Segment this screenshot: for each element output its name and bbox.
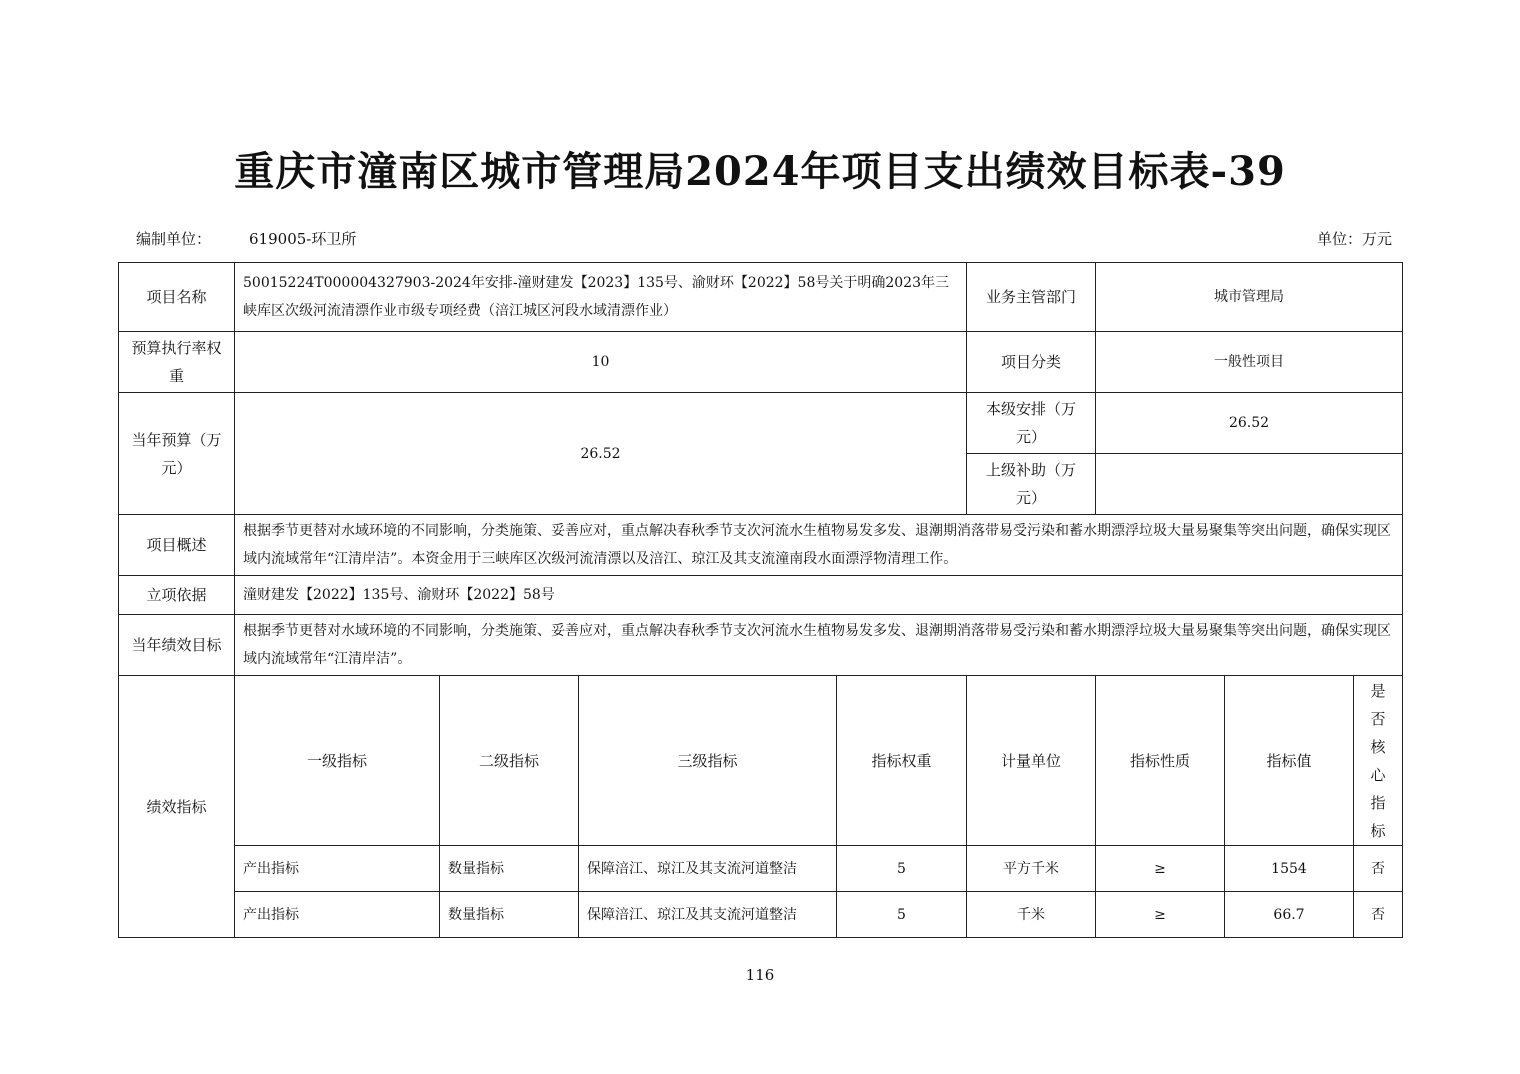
row-unit: 千米 bbox=[967, 892, 1096, 938]
category-label: 项目分类 bbox=[967, 332, 1096, 393]
table-row bbox=[119, 846, 1403, 892]
basis-value: 潼财建发【2022】135号、渝财环【2022】58号 bbox=[235, 576, 1403, 615]
header-level3: 三级指标 bbox=[579, 676, 837, 846]
category-value: 一般性项目 bbox=[1096, 332, 1403, 393]
overview-value: 根据季节更替对水域环境的不同影响，分类施策、妥善应对，重点解决春秋季节支次河流水生植物易发多发、退潮期消落带易受污染和蓄水期漂浮垃圾大量易聚集等突出问题，确保实现区域内流域常年“江清岸洁”。本资金用于三峡库区次级河流清漂以及涪江、琼江及其支流潼南段水面漂浮物清理工作。 bbox=[235, 515, 1403, 576]
header-weight: 指标权重 bbox=[837, 676, 967, 846]
header-value: 指标值 bbox=[1225, 676, 1354, 846]
row-weight: 5 bbox=[837, 892, 967, 938]
indicators-label: 绩效指标 bbox=[119, 676, 235, 938]
row-level3: 保障涪江、琼江及其支流河道整洁 bbox=[579, 892, 837, 938]
table-row bbox=[119, 892, 1403, 938]
compiling-unit bbox=[136, 228, 356, 249]
page-number: 116 bbox=[745, 966, 775, 984]
row-value: 66.7 bbox=[1225, 892, 1354, 938]
header-core bbox=[1354, 676, 1403, 846]
row-nature: ≥ bbox=[1096, 892, 1225, 938]
header-core-char: 指 bbox=[1370, 793, 1386, 812]
compiling-unit-label: 编制单位： bbox=[136, 230, 212, 248]
header-level1: 一级指标 bbox=[235, 676, 440, 846]
money-unit bbox=[1317, 228, 1392, 249]
header-core-char: 核 bbox=[1370, 737, 1386, 756]
basis-label: 立项依据 bbox=[119, 576, 235, 615]
row-level2: 数量指标 bbox=[440, 846, 579, 892]
row-core: 否 bbox=[1354, 892, 1403, 938]
project-name-label: 项目名称 bbox=[119, 263, 235, 332]
header-core-char: 标 bbox=[1370, 821, 1386, 840]
upper-subsidy-value bbox=[1096, 454, 1403, 515]
project-name-value: 50015224T000004327903-2024年安排-潼财建发【2023】135号、渝财环【2022】58号关于明确2023年三峡库区次级河流清漂作业市级专项经费（涪江城区河段水域清漂作业） bbox=[235, 263, 967, 332]
local-budget-value: 26.52 bbox=[1096, 393, 1403, 454]
row-unit: 平方千米 bbox=[967, 846, 1096, 892]
budget-label: 当年预算（万元） bbox=[119, 393, 235, 515]
upper-subsidy-label: 上级补助（万元） bbox=[967, 454, 1096, 515]
header-core-char: 是 bbox=[1370, 681, 1386, 700]
compiling-unit-value: 619005-环卫所 bbox=[249, 230, 357, 248]
goal-label: 当年绩效目标 bbox=[119, 615, 235, 676]
header-nature: 指标性质 bbox=[1096, 676, 1225, 846]
goal-value: 根据季节更替对水域环境的不同影响，分类施策、妥善应对，重点解决春秋季节支次河流水生植物易发多发、退潮期消落带易受污染和蓄水期漂浮垃圾大量易聚集等突出问题，确保实现区域内流域常年“江清岸洁”。 bbox=[235, 615, 1403, 676]
row-level2: 数量指标 bbox=[440, 892, 579, 938]
header-unit: 计量单位 bbox=[967, 676, 1096, 846]
row-weight: 5 bbox=[837, 846, 967, 892]
row-level1: 产出指标 bbox=[235, 892, 440, 938]
row-level3: 保障涪江、琼江及其支流河道整洁 bbox=[579, 846, 837, 892]
money-unit-label: 单位： bbox=[1316, 230, 1362, 248]
overview-label: 项目概述 bbox=[119, 515, 235, 576]
header-core-char: 心 bbox=[1370, 765, 1386, 784]
budget-value: 26.52 bbox=[235, 393, 967, 515]
row-level1: 产出指标 bbox=[235, 846, 440, 892]
local-budget-label: 本级安排（万元） bbox=[967, 393, 1096, 454]
money-unit-value: 万元 bbox=[1361, 230, 1392, 248]
row-nature: ≥ bbox=[1096, 846, 1225, 892]
header-core-char: 否 bbox=[1370, 709, 1386, 728]
dept-label: 业务主管部门 bbox=[967, 263, 1096, 332]
performance-table bbox=[118, 262, 1403, 938]
header-level2: 二级指标 bbox=[440, 676, 579, 846]
page-title: 重庆市潼南区城市管理局2024年项目支出绩效目标表-39 bbox=[234, 148, 1286, 195]
row-value: 1554 bbox=[1225, 846, 1354, 892]
dept-value: 城市管理局 bbox=[1096, 263, 1403, 332]
row-core: 否 bbox=[1354, 846, 1403, 892]
rate-weight-value: 10 bbox=[235, 332, 967, 393]
rate-weight-label: 预算执行率权重 bbox=[119, 332, 235, 393]
